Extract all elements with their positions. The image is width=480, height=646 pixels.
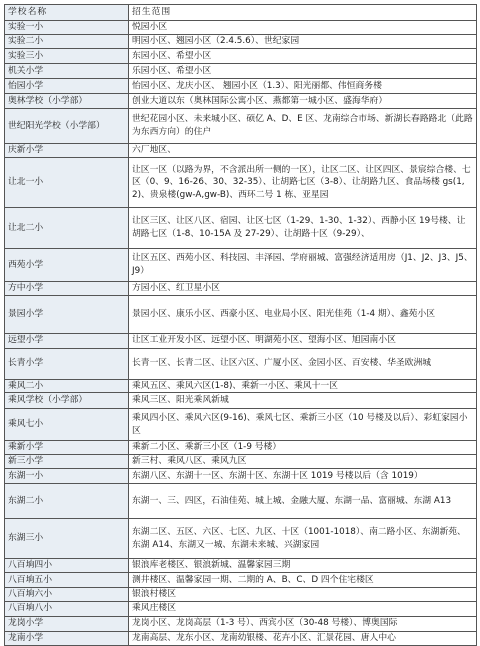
- enrollment-area-cell: 明园小区、翘园小区（2.4.5.6）、世纪家园: [129, 35, 477, 49]
- table-row: [5, 295, 477, 333]
- school-name-cell: 实验二小: [5, 35, 129, 49]
- school-name-cell: 八百垧八小: [5, 601, 129, 616]
- table-row: [5, 49, 477, 64]
- enrollment-area-cell: 六厂地区、: [129, 144, 477, 158]
- school-name-cell: 东湖一小: [5, 469, 129, 484]
- enrollment-area-cell: 怡园小区、龙庆小区、 翘园小区（1.3）、阳光丽都、伟恒商务楼: [129, 79, 477, 94]
- school-name-cell: 世纪阳光学校（小学部）: [5, 109, 129, 144]
- table-row: [5, 519, 477, 559]
- enrollment-area-cell: 东湖一、三、四区，石油佳苑、城上城、金融大厦、东湖一品、富丽城、东湖 A13: [129, 484, 477, 519]
- table-body: [5, 5, 477, 646]
- enrollment-area-cell: 长青一区、长青二区、让区六区、广厦小区、金园小区、百安楼、华圣欧洲城: [129, 348, 477, 379]
- enrollment-area-cell: 银浪村楼区: [129, 588, 477, 602]
- school-name-cell: 龙岗小学: [5, 616, 129, 631]
- enrollment-area-cell: 新三村、乘风八区、乘风九区: [129, 455, 477, 469]
- enrollment-area-cell: 龙岗小区、龙岗高层（1-3 号）、西宾小区（30-48 号楼）、博奥国际: [129, 616, 477, 631]
- school-name-cell: 东湖二小: [5, 484, 129, 519]
- enrollment-area-cell: 方园小区、红卫星小区: [129, 282, 477, 296]
- school-name-cell: 乘新小学: [5, 441, 129, 455]
- school-name-cell: 八百垧六小: [5, 588, 129, 602]
- school-name-cell: 八百垧五小: [5, 573, 129, 588]
- header-school-name: 学校名称: [5, 5, 129, 21]
- table-row: [5, 601, 477, 616]
- school-name-cell: 东湖三小: [5, 519, 129, 559]
- table-row: [5, 455, 477, 469]
- school-name-cell: 远望小学: [5, 333, 129, 348]
- enrollment-area-cell: 龙南高层、龙东小区、龙南幼银楼、花卉小区、汇景花园、唐人中心: [129, 631, 477, 645]
- enrollment-area-cell: 东园小区、希望小区: [129, 49, 477, 64]
- table-row: [5, 484, 477, 519]
- table-row: [5, 282, 477, 296]
- enrollment-area-cell: 让区工业开发小区、远望小区、明湖苑小区、望海小区、旭园南小区: [129, 333, 477, 348]
- school-name-cell: 乘风二小: [5, 379, 129, 393]
- table-row: [5, 631, 477, 645]
- school-name-cell: 景园小学: [5, 295, 129, 333]
- school-name-cell: 怡园小学: [5, 79, 129, 94]
- table-row: [5, 379, 477, 393]
- enrollment-area-cell: 测井楼区、温馨家园一期、二期的 A、B、C、D 四个住宅楼区: [129, 573, 477, 588]
- enrollment-table: [4, 4, 477, 646]
- header-enrollment-area: 招生范围: [129, 5, 477, 21]
- table-row: [5, 94, 477, 109]
- enrollment-area-cell: 乘风四小区、乘风六区(9-16)、乘风七区、乘新三小区（10 号楼及以后）、彩虹家园小区: [129, 409, 477, 441]
- school-name-cell: 八百垧四小: [5, 559, 129, 573]
- enrollment-area-cell: 悦园小区: [129, 21, 477, 35]
- table-row: [5, 64, 477, 79]
- enrollment-area-cell: 乘新二小区、乘新三小区（1-9 号楼）: [129, 441, 477, 455]
- table-row: [5, 249, 477, 282]
- table-row: [5, 158, 477, 208]
- table-row: [5, 559, 477, 573]
- table-row: [5, 573, 477, 588]
- table-row: [5, 79, 477, 94]
- school-name-cell: 乘风学校（小学部）: [5, 393, 129, 409]
- school-name-cell: 实验一小: [5, 21, 129, 35]
- enrollment-area-cell: 景园小区、康乐小区、西豪小区、电业局小区、阳光佳苑（1-4 期）、鑫苑小区: [129, 295, 477, 333]
- enrollment-area-cell: 东湖八区、东湖十一区、东湖十区、东湖十区 1019 号楼以后（含 1019）: [129, 469, 477, 484]
- table-row: [5, 21, 477, 35]
- school-name-cell: 方中小学: [5, 282, 129, 296]
- enrollment-area-cell: 创业大道以东（奥林国际公寓小区、燕都第一城小区、盛海华府）: [129, 94, 477, 109]
- table-row: [5, 441, 477, 455]
- table-row: [5, 109, 477, 144]
- table-row: [5, 348, 477, 379]
- school-name-cell: 新三小学: [5, 455, 129, 469]
- school-name-cell: 机关小学: [5, 64, 129, 79]
- table-row: [5, 208, 477, 249]
- table-row: [5, 333, 477, 348]
- school-name-cell: 乘风七小: [5, 409, 129, 441]
- table-row: [5, 409, 477, 441]
- table-row: [5, 616, 477, 631]
- table-row: [5, 35, 477, 49]
- enrollment-area-cell: 让区三区、让区八区、宿园、让区七区（1-29、1-30、1-32）、西静小区 19号楼、让胡路七区（1-8、10-15A 及 27-29）、让胡路十区（9-29）、: [129, 208, 477, 249]
- school-name-cell: 龙南小学: [5, 631, 129, 645]
- school-name-cell: 让北一小: [5, 158, 129, 208]
- school-name-cell: 奥林学校（小学部）: [5, 94, 129, 109]
- table-row: [5, 588, 477, 602]
- enrollment-area-cell: 世纪花园小区、未来城小区、硕亿 A、D、E 区、龙南综合市场、新湖长春路路北（此路为东西方向）的住户: [129, 109, 477, 144]
- enrollment-area-cell: 乘风三区、阳光乘风新城: [129, 393, 477, 409]
- school-name-cell: 庆新小学: [5, 144, 129, 158]
- school-name-cell: 西苑小学: [5, 249, 129, 282]
- header-row: [5, 5, 477, 21]
- school-name-cell: 让北二小: [5, 208, 129, 249]
- enrollment-area-cell: 银浪库老楼区、银浪新城、温馨家园三期: [129, 559, 477, 573]
- enrollment-area-cell: 乐园小区、希望小区: [129, 64, 477, 79]
- enrollment-area-cell: 乘风庄楼区: [129, 601, 477, 616]
- table-row: [5, 469, 477, 484]
- table-row: [5, 393, 477, 409]
- enrollment-area-cell: 东湖二区、五区、六区、七区、九区、十区（1001-1018）、南二路小区、东湖新苑、东湖 A14、东湖又一城、东湖未来城、兴湖家园: [129, 519, 477, 559]
- enrollment-area-cell: 乘风五区、乘风六区(1-8)、乘新一小区、乘风十一区: [129, 379, 477, 393]
- school-name-cell: 长青小学: [5, 348, 129, 379]
- school-name-cell: 实验三小: [5, 49, 129, 64]
- table-row: [5, 144, 477, 158]
- enrollment-area-cell: 让区五区、西苑小区、科技园、丰泽园、学府丽城、富强经济适用房（J1、J2、J3、J5、J9）: [129, 249, 477, 282]
- enrollment-area-cell: 让区一区（以路为界，不含派出所一侧的一区），让区二区、让区四区、景宸综合楼、七区（0、9、16-26、30、32-35）、让胡路七区（3-8）、让胡路九区、食品场楼 gs(1,2)、贵泉楼(gw-A,gw-B)、西环二号 1 栋、亚星园: [129, 158, 477, 208]
